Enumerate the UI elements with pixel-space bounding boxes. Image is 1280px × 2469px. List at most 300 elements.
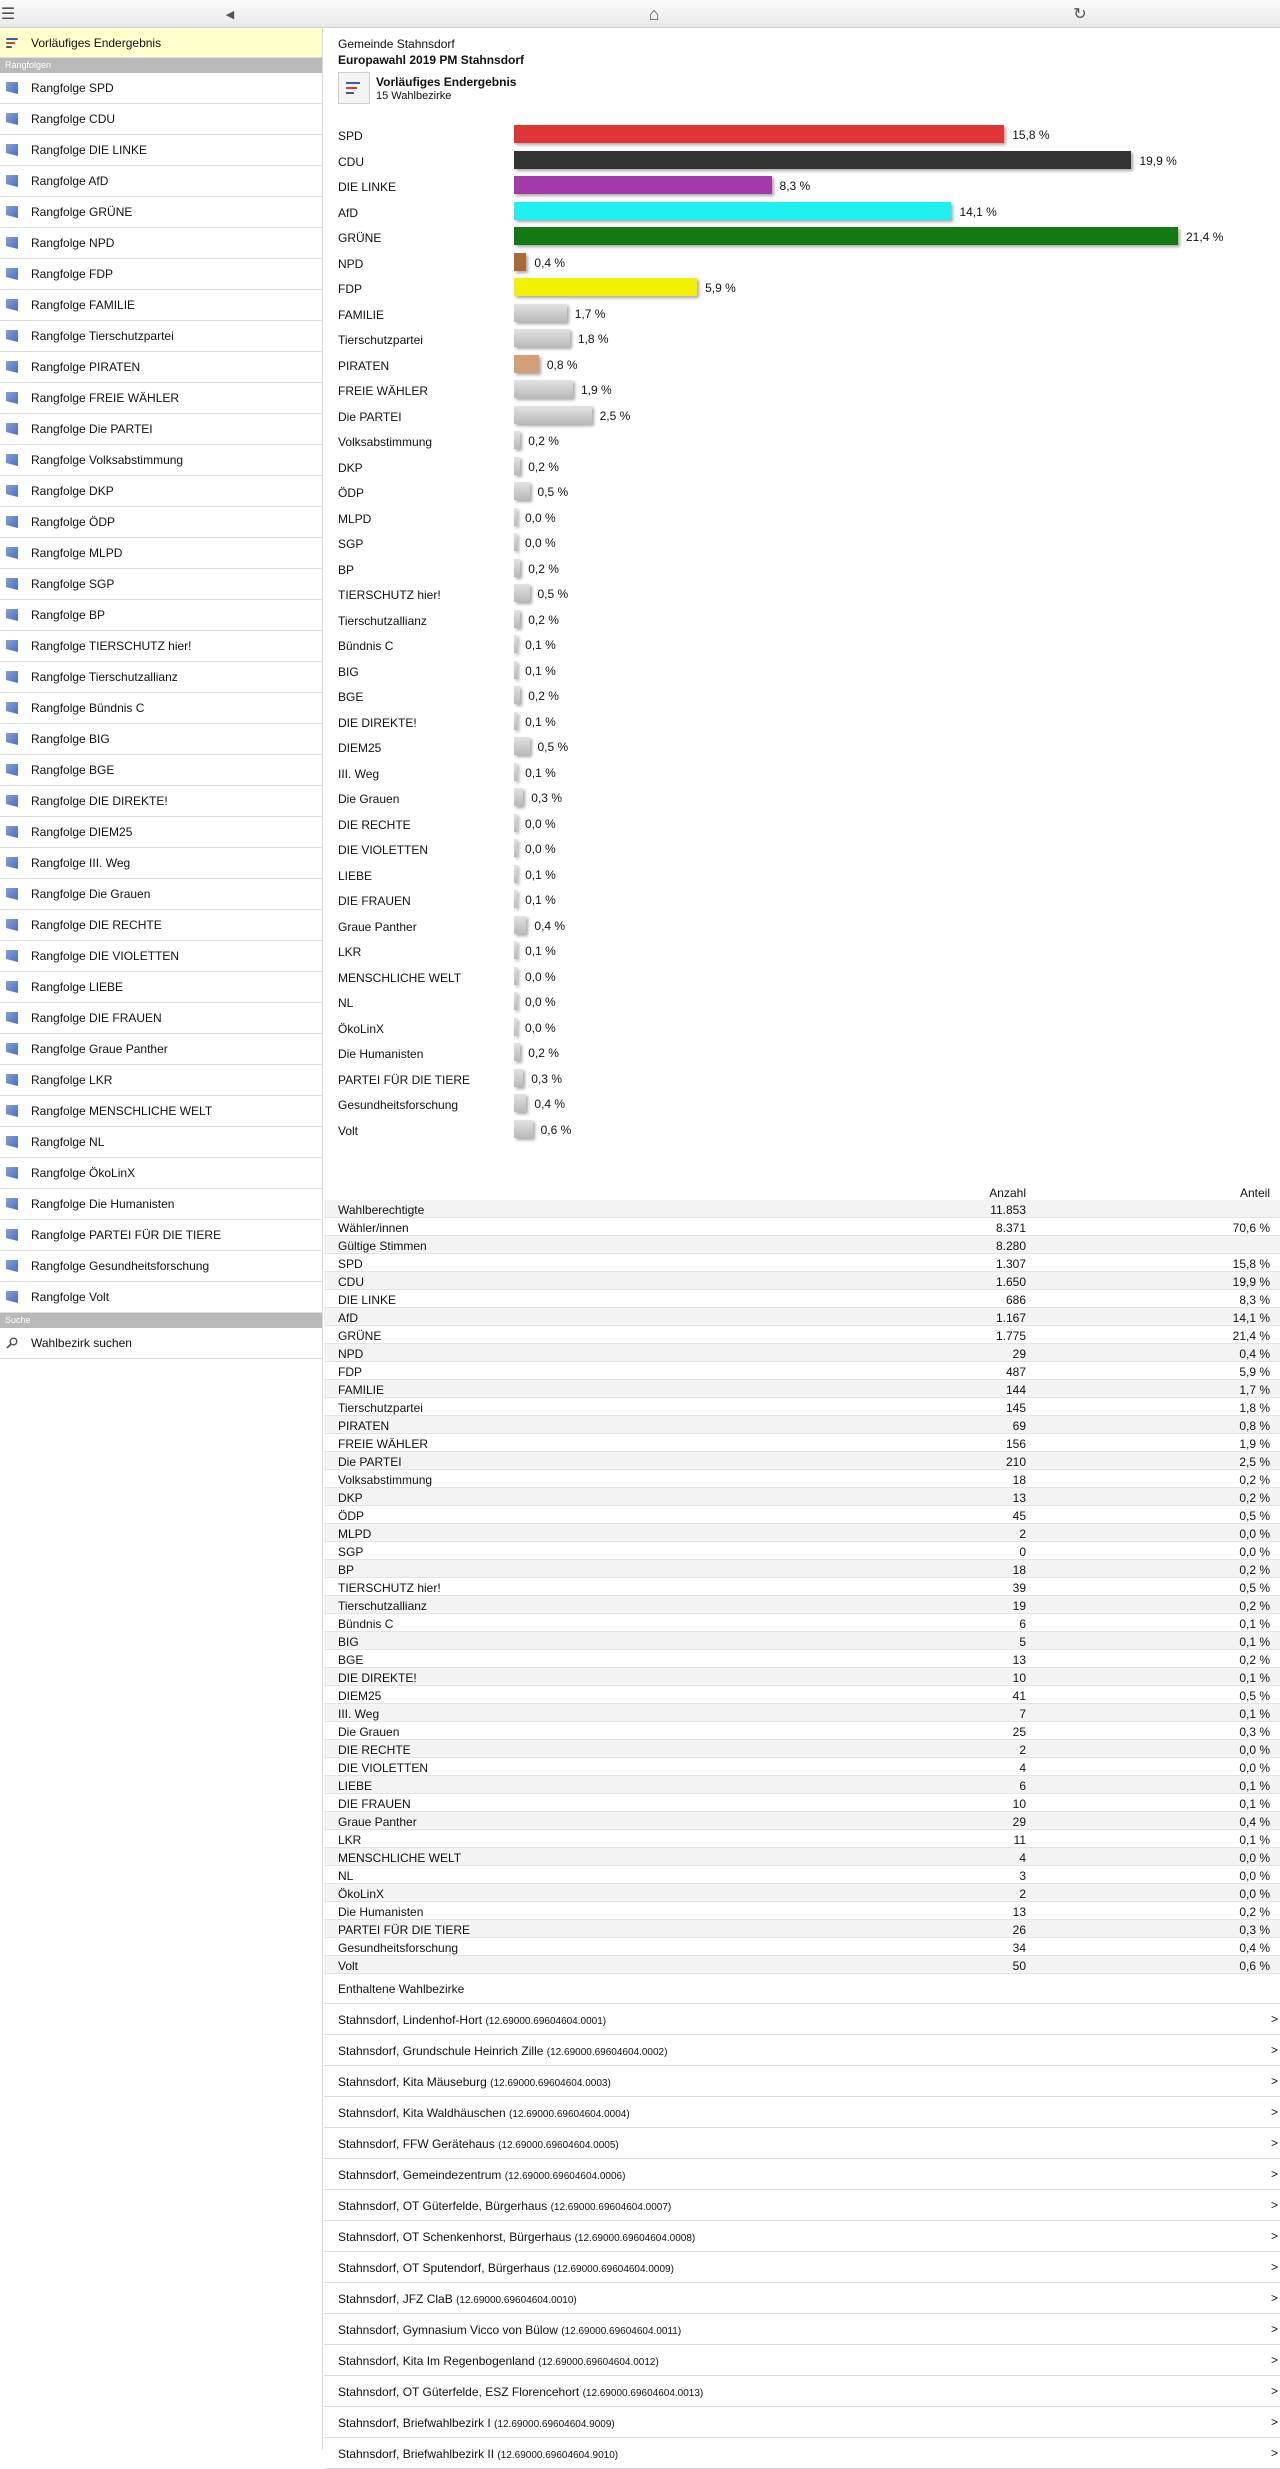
district-code: (12.69000.69604604.9010) xyxy=(497,2450,619,2461)
table-row xyxy=(324,1668,1280,1686)
sidebar-item-rank[interactable] xyxy=(0,507,322,538)
results-bar-chart xyxy=(324,123,1280,1143)
cell-party: BGE xyxy=(338,1653,364,1667)
menu-icon[interactable]: ☰ xyxy=(0,6,16,23)
chart-row xyxy=(324,302,1280,328)
chart-category-label: LKR xyxy=(338,945,362,959)
chart-row xyxy=(324,582,1280,608)
chart-value-label: 0,8 % xyxy=(546,357,578,372)
cell-count: 50 xyxy=(1012,1959,1026,1973)
ranking-icon xyxy=(6,547,18,559)
sidebar-item-rank[interactable] xyxy=(0,1251,322,1282)
ranking-icon xyxy=(6,950,18,962)
cell-count: 19 xyxy=(1012,1599,1026,1613)
chart-row xyxy=(324,404,1280,430)
ranking-icon xyxy=(6,671,18,683)
table-row xyxy=(324,1704,1280,1722)
chart-bar xyxy=(514,304,567,322)
district-title: Stahnsdorf, Lindenhof-Hort xyxy=(338,2013,483,2027)
chevron-right-icon: > xyxy=(1270,2322,1278,2336)
table-row xyxy=(324,1938,1280,1956)
cell-share: 0,0 % xyxy=(1239,1743,1270,1757)
chart-row xyxy=(324,863,1280,889)
chart-value-label: 0,1 % xyxy=(525,765,556,780)
district-item[interactable] xyxy=(324,2438,1280,2469)
chart-category-label: AfD xyxy=(338,205,359,220)
ranking-icon xyxy=(6,485,18,497)
cell-share: 0,1 % xyxy=(1239,1617,1270,1631)
district-item[interactable] xyxy=(324,2128,1280,2159)
table-row xyxy=(324,1722,1280,1740)
district-item[interactable] xyxy=(324,2345,1280,2376)
district-item[interactable] xyxy=(324,2035,1280,2066)
sidebar-item-label: Rangfolge SGP xyxy=(31,577,115,591)
cell-party: Die Humanisten xyxy=(338,1905,424,1919)
district-title: Stahnsdorf, Grundschule Heinrich Zille xyxy=(338,2044,544,2058)
sidebar-item-rank[interactable] xyxy=(0,414,322,445)
chart-category-label: DIEM25 xyxy=(338,741,382,755)
sidebar-item-rank[interactable] xyxy=(0,445,322,476)
chart-category-label: SGP xyxy=(338,537,364,551)
cell-party: Tierschutzallianz xyxy=(338,1599,427,1613)
sidebar-section-search: Suche xyxy=(0,1313,322,1328)
sidebar-item-rank[interactable] xyxy=(0,1220,322,1251)
chart-category-label: LIEBE xyxy=(338,868,373,883)
table-row xyxy=(324,1344,1280,1362)
chart-bar xyxy=(514,1120,533,1138)
sidebar-item-label: Rangfolge SPD xyxy=(31,81,114,95)
cell-party: Die Grauen xyxy=(338,1725,400,1739)
column-header-count: Anzahl xyxy=(989,1186,1026,1200)
chart-row xyxy=(324,990,1280,1016)
sidebar-item-rank[interactable] xyxy=(0,383,322,414)
sidebar-item-rank[interactable] xyxy=(0,321,322,352)
sidebar-item-rank[interactable] xyxy=(0,910,322,941)
chevron-right-icon: > xyxy=(1270,2074,1278,2088)
table-row xyxy=(324,1794,1280,1812)
table-row xyxy=(324,1560,1280,1578)
sidebar-item-label: Wahlbezirk suchen xyxy=(31,1336,132,1350)
ranking-icon xyxy=(6,392,18,404)
cell-share: 14,1 % xyxy=(1232,1311,1270,1325)
cell-party: SGP xyxy=(338,1545,364,1559)
district-code: (12.69000.69604604.0009) xyxy=(553,2264,674,2275)
ranking-icon xyxy=(6,144,18,156)
sidebar-item-rank[interactable] xyxy=(0,972,322,1003)
district-title: Stahnsdorf, Gymnasium Vicco von Bülow xyxy=(338,2323,558,2337)
sidebar-item-label: Rangfolge Tierschutzpartei xyxy=(31,329,174,343)
cell-share: 15,8 % xyxy=(1232,1257,1270,1271)
chart-row xyxy=(324,480,1280,506)
chart-category-label: ÖDP xyxy=(338,486,365,500)
sidebar-item-label: Rangfolge Volt xyxy=(31,1290,110,1304)
chevron-right-icon: > xyxy=(1270,2167,1278,2181)
cell-count: 29 xyxy=(1012,1347,1026,1361)
sidebar-item-rank[interactable] xyxy=(0,135,322,166)
chart-category-label: CDU xyxy=(338,154,364,169)
ranking-icon xyxy=(6,857,18,869)
chart-bar xyxy=(514,839,517,857)
sidebar-item-search[interactable] xyxy=(0,1328,322,1359)
district-item[interactable] xyxy=(324,2159,1280,2190)
rank-list xyxy=(0,73,322,1313)
sidebar-item-rank[interactable] xyxy=(0,259,322,290)
table-row xyxy=(324,1632,1280,1650)
cell-count: 13 xyxy=(1012,1653,1026,1667)
district-item[interactable] xyxy=(324,2097,1280,2128)
sidebar-item-label: Rangfolge Bündnis C xyxy=(31,701,145,715)
sidebar-item-result[interactable] xyxy=(0,28,322,58)
cell-count: 3 xyxy=(1019,1869,1026,1883)
sidebar-item-rank[interactable] xyxy=(0,228,322,259)
district-item[interactable] xyxy=(324,2004,1280,2035)
ranking-icon xyxy=(6,82,18,94)
top-toolbar xyxy=(0,0,1280,28)
chart-value-label: 0,2 % xyxy=(528,561,559,576)
table-row xyxy=(324,1506,1280,1524)
cell-party: MLPD xyxy=(338,1527,372,1541)
ranking-icon xyxy=(6,1012,18,1024)
sidebar-item-label: Rangfolge DIE LINKE xyxy=(31,143,148,157)
sidebar-item-label: Rangfolge MENSCHLICHE WELT xyxy=(31,1104,213,1118)
cell-share: 0,4 % xyxy=(1239,1815,1270,1829)
table-row xyxy=(324,1776,1280,1794)
chart-row xyxy=(324,786,1280,812)
sidebar-item-label: Rangfolge AfD xyxy=(31,174,109,188)
municipality-name: Gemeinde Stahnsdorf xyxy=(338,37,455,51)
ranking-icon xyxy=(6,888,18,900)
chart-category-label: DKP xyxy=(338,460,363,475)
cell-party: Die PARTEI xyxy=(338,1455,402,1469)
district-item[interactable] xyxy=(324,2190,1280,2221)
district-code: (12.69000.69604604.0006) xyxy=(504,2171,626,2182)
sidebar-item-rank[interactable] xyxy=(0,1189,322,1220)
sidebar-item-rank[interactable] xyxy=(0,1034,322,1065)
cell-count: 8.280 xyxy=(995,1239,1026,1253)
ranking-icon xyxy=(6,268,18,280)
chart-category-label: Gesundheitsforschung xyxy=(338,1098,459,1112)
ranking-icon xyxy=(6,1198,18,1210)
cell-share: 0,2 % xyxy=(1239,1905,1270,1919)
chart-row xyxy=(324,837,1280,863)
cell-share: 0,2 % xyxy=(1239,1563,1270,1577)
district-item[interactable] xyxy=(324,2376,1280,2407)
chart-bar xyxy=(514,482,530,500)
reload-icon[interactable]: ↻ xyxy=(1073,6,1087,23)
district-title: Stahnsdorf, OT Güterfelde, Bürgerhaus xyxy=(338,2199,548,2213)
cell-share: 0,0 % xyxy=(1239,1869,1270,1883)
table-row xyxy=(324,1380,1280,1398)
chevron-right-icon: > xyxy=(1270,2198,1278,2212)
chart-row xyxy=(324,608,1280,634)
sidebar-item-rank[interactable] xyxy=(0,73,322,104)
cell-count: 144 xyxy=(1005,1383,1026,1397)
district-name xyxy=(338,2137,619,2151)
district-name xyxy=(338,2354,659,2368)
cell-count: 41 xyxy=(1012,1689,1026,1703)
cell-share: 0,5 % xyxy=(1239,1581,1270,1595)
sidebar-item-label: Rangfolge III. Weg xyxy=(31,856,131,870)
district-item[interactable] xyxy=(324,2221,1280,2252)
district-list-title: Enthaltene Wahlbezirke xyxy=(324,1964,1280,2004)
table-row xyxy=(324,1272,1280,1290)
district-code: (12.69000.69604604.0007) xyxy=(550,2202,672,2213)
cell-share: 0,4 % xyxy=(1239,1941,1270,1955)
chart-row xyxy=(324,633,1280,659)
cell-share: 0,5 % xyxy=(1239,1689,1270,1703)
cell-share: 5,9 % xyxy=(1239,1365,1270,1379)
cell-party: Wahlberechtigte xyxy=(338,1203,425,1217)
sidebar-item-label: Rangfolge DIE RECHTE xyxy=(31,918,162,932)
cell-share: 0,4 % xyxy=(1239,1347,1270,1361)
sidebar-item-rank[interactable] xyxy=(0,879,322,910)
ranking-icon xyxy=(6,330,18,342)
table-row xyxy=(324,1200,1280,1218)
ranking-icon xyxy=(6,206,18,218)
chevron-right-icon: > xyxy=(1270,2012,1278,2026)
chart-category-label: FDP xyxy=(338,282,362,296)
district-name xyxy=(338,2230,695,2244)
sidebar-item-label: Rangfolge MLPD xyxy=(31,546,123,560)
district-title: Stahnsdorf, FFW Gerätehaus xyxy=(338,2137,495,2151)
ranking-icon xyxy=(6,640,18,652)
sidebar-item-label: Vorläufiges Endergebnis xyxy=(31,35,162,50)
sidebar-item-rank[interactable] xyxy=(0,631,322,662)
sidebar-item-rank[interactable] xyxy=(0,104,322,135)
cell-count: 2 xyxy=(1019,1743,1026,1757)
cell-count: 1.307 xyxy=(995,1257,1026,1271)
table-row xyxy=(324,1650,1280,1668)
chart-row xyxy=(324,455,1280,481)
cell-share: 0,1 % xyxy=(1239,1779,1270,1793)
cell-party: GRÜNE xyxy=(338,1329,382,1343)
chart-category-label: Tierschutzallianz xyxy=(338,613,427,628)
sidebar-item-rank[interactable] xyxy=(0,166,322,197)
sidebar-item-rank[interactable] xyxy=(0,786,322,817)
cell-share: 0,1 % xyxy=(1239,1671,1270,1685)
district-code: (12.69000.69604604.0003) xyxy=(490,2078,611,2089)
cell-count: 2 xyxy=(1019,1887,1026,1901)
chart-category-label: PARTEI FÜR DIE TIERE xyxy=(338,1072,471,1087)
district-name xyxy=(338,2075,611,2089)
cell-count: 25 xyxy=(1012,1725,1026,1739)
chart-row xyxy=(324,684,1280,710)
table-row xyxy=(324,1740,1280,1758)
cell-count: 4 xyxy=(1019,1851,1026,1865)
cell-count: 6 xyxy=(1019,1617,1026,1631)
cell-party: Bündnis C xyxy=(338,1617,394,1631)
cell-share: 0,1 % xyxy=(1239,1797,1270,1811)
chart-value-label: 0,1 % xyxy=(525,714,556,729)
chart-bar xyxy=(514,125,1004,143)
cell-count: 10 xyxy=(1012,1797,1026,1811)
sidebar-item-rank[interactable] xyxy=(0,290,322,321)
chart-row xyxy=(324,1041,1280,1067)
chart-category-label: PIRATEN xyxy=(338,358,390,373)
chart-row xyxy=(324,1016,1280,1042)
home-icon[interactable]: ⌂ xyxy=(648,3,660,24)
cell-share: 1,8 % xyxy=(1239,1401,1270,1415)
cell-share: 19,9 % xyxy=(1232,1275,1270,1289)
chart-category-label: NL xyxy=(338,996,354,1010)
district-code: (12.69000.69604604.0010) xyxy=(456,2295,577,2306)
ranking-icon xyxy=(6,826,18,838)
cell-party: FAMILIE xyxy=(338,1383,385,1397)
back-icon[interactable]: ◀ xyxy=(225,8,235,21)
chart-row xyxy=(324,735,1280,761)
district-item[interactable] xyxy=(324,2314,1280,2345)
chart-value-label: 0,5 % xyxy=(537,485,569,499)
cell-count: 13 xyxy=(1012,1491,1026,1505)
ranking-icon xyxy=(6,733,18,745)
cell-party: Tierschutzpartei xyxy=(338,1401,423,1415)
sidebar-item-rank[interactable] xyxy=(0,1096,322,1127)
chart-category-label: DIE VIOLETTEN xyxy=(338,843,429,857)
sidebar-item-label: Rangfolge Die Humanisten xyxy=(31,1197,175,1211)
sidebar-item-rank[interactable] xyxy=(0,569,322,600)
sidebar-item-rank[interactable] xyxy=(0,724,322,755)
chart-category-label: BIG xyxy=(338,664,359,679)
ranking-icon xyxy=(6,516,18,528)
sidebar-item-rank[interactable] xyxy=(0,755,322,786)
sidebar-item-rank[interactable] xyxy=(0,662,322,693)
table-row xyxy=(324,1884,1280,1902)
cell-party: Gesundheitsforschung xyxy=(338,1941,459,1955)
table-row xyxy=(324,1218,1280,1236)
cell-party: Volksabstimmung xyxy=(338,1473,433,1487)
chart-bar xyxy=(514,635,517,653)
sidebar-item-label: Rangfolge DIE VIOLETTEN xyxy=(31,949,180,963)
district-item[interactable] xyxy=(324,2066,1280,2097)
district-code: (12.69000.69604604.0005) xyxy=(498,2140,619,2151)
sidebar-item-rank[interactable] xyxy=(0,600,322,631)
district-title: Stahnsdorf, Gemeindezentrum xyxy=(338,2168,502,2182)
chart-value-label: 0,1 % xyxy=(525,944,556,958)
sidebar-item-rank[interactable] xyxy=(0,848,322,879)
chart-bar xyxy=(514,380,573,398)
district-title: Stahnsdorf, OT Güterfelde, ESZ Florencehort xyxy=(338,2385,580,2399)
cell-share: 0,2 % xyxy=(1239,1599,1270,1613)
chart-bar xyxy=(514,533,517,551)
sidebar-item-label: Rangfolge DIE FRAUEN xyxy=(31,1011,162,1025)
cell-count: 8.371 xyxy=(995,1221,1026,1235)
ranking-icon xyxy=(6,1043,18,1055)
cell-party: III. Weg xyxy=(338,1707,380,1721)
district-code: (12.69000.69604604.0012) xyxy=(538,2357,659,2368)
sidebar-item-label: Rangfolge LIEBE xyxy=(31,980,124,994)
ranking-icon xyxy=(6,1167,18,1179)
sidebar-section-rank: Rangfolgen xyxy=(0,58,322,73)
district-item[interactable] xyxy=(324,2252,1280,2283)
sidebar-item-rank[interactable] xyxy=(0,1003,322,1034)
sidebar-item-label: Rangfolge GRÜNE xyxy=(31,205,133,219)
sidebar-item-rank[interactable] xyxy=(0,1065,322,1096)
chart-bar xyxy=(514,559,520,577)
sidebar-item-rank[interactable] xyxy=(0,817,322,848)
ranking-icon xyxy=(6,1229,18,1241)
chart-value-label: 14,1 % xyxy=(959,204,997,219)
district-name xyxy=(338,2385,703,2399)
chart-row xyxy=(324,429,1280,455)
chart-value-label: 0,3 % xyxy=(531,791,562,805)
cell-party: FREIE WÄHLER xyxy=(338,1437,429,1451)
ranking-icon xyxy=(6,795,18,807)
chart-value-label: 0,0 % xyxy=(525,510,556,525)
sidebar-item-rank[interactable] xyxy=(0,693,322,724)
chevron-right-icon: > xyxy=(1270,2043,1278,2057)
chart-value-label: 0,5 % xyxy=(537,740,569,754)
ranking-icon xyxy=(6,702,18,714)
sidebar-item-rank[interactable] xyxy=(0,538,322,569)
chart-bar xyxy=(514,227,1178,245)
chart-bar xyxy=(514,278,697,296)
table-row xyxy=(324,1686,1280,1704)
sidebar-item-label: Rangfolge FDP xyxy=(31,267,114,281)
sidebar-item-label: Rangfolge DIE DIREKTE! xyxy=(31,794,168,808)
chart-row xyxy=(324,888,1280,914)
chart-category-label: Volt xyxy=(338,1123,359,1138)
sidebar-item-rank[interactable] xyxy=(0,352,322,383)
chart-row xyxy=(324,327,1280,353)
table-row xyxy=(324,1866,1280,1884)
election-title: Europawahl 2019 PM Stahnsdorf xyxy=(338,53,525,67)
chart-row xyxy=(324,1092,1280,1118)
cell-party: MENSCHLICHE WELT xyxy=(338,1851,462,1865)
cell-party: Graue Panther xyxy=(338,1815,417,1829)
district-item[interactable] xyxy=(324,2283,1280,2314)
sidebar-item-rank[interactable] xyxy=(0,1158,322,1189)
district-name xyxy=(338,2323,681,2337)
district-item[interactable] xyxy=(324,2407,1280,2438)
district-name xyxy=(338,2199,671,2213)
sidebar-item-label: Rangfolge ÖkoLinX xyxy=(31,1166,136,1180)
ranking-icon xyxy=(6,981,18,993)
table-row xyxy=(324,1524,1280,1542)
chart-row xyxy=(324,251,1280,277)
cell-party: BIG xyxy=(338,1635,359,1649)
sidebar-item-rank[interactable] xyxy=(0,197,322,228)
chart-bar xyxy=(514,584,530,602)
chevron-right-icon: > xyxy=(1270,2384,1278,2398)
cell-count: 156 xyxy=(1005,1437,1026,1451)
sidebar-item-rank[interactable] xyxy=(0,476,322,507)
table-header xyxy=(324,1186,1280,1200)
cell-count: 13 xyxy=(1012,1905,1026,1919)
chart-bar xyxy=(514,916,526,934)
cell-count: 5 xyxy=(1019,1635,1026,1649)
chart-value-label: 0,2 % xyxy=(528,689,559,703)
chevron-right-icon: > xyxy=(1270,2105,1278,2119)
cell-count: 4 xyxy=(1019,1761,1026,1775)
cell-share: 0,1 % xyxy=(1239,1635,1270,1649)
sidebar-item-rank[interactable] xyxy=(0,1127,322,1158)
sidebar-item-rank[interactable] xyxy=(0,941,322,972)
district-code: (12.69000.69604604.0011) xyxy=(561,2326,682,2337)
cell-share: 0,1 % xyxy=(1239,1707,1270,1721)
cell-party: CDU xyxy=(338,1275,364,1289)
sidebar-item-rank[interactable] xyxy=(0,1282,322,1313)
chart-bar xyxy=(514,406,592,424)
table-row xyxy=(324,1902,1280,1920)
cell-count: 39 xyxy=(1012,1581,1026,1595)
cell-count: 6 xyxy=(1019,1779,1026,1793)
chart-category-label: ÖkoLinX xyxy=(338,1021,385,1036)
chart-value-label: 0,4 % xyxy=(534,1097,566,1111)
table-row xyxy=(324,1596,1280,1614)
chart-value-label: 0,2 % xyxy=(528,434,559,448)
cell-share: 0,0 % xyxy=(1239,1887,1270,1901)
cell-party: FDP xyxy=(338,1365,362,1379)
